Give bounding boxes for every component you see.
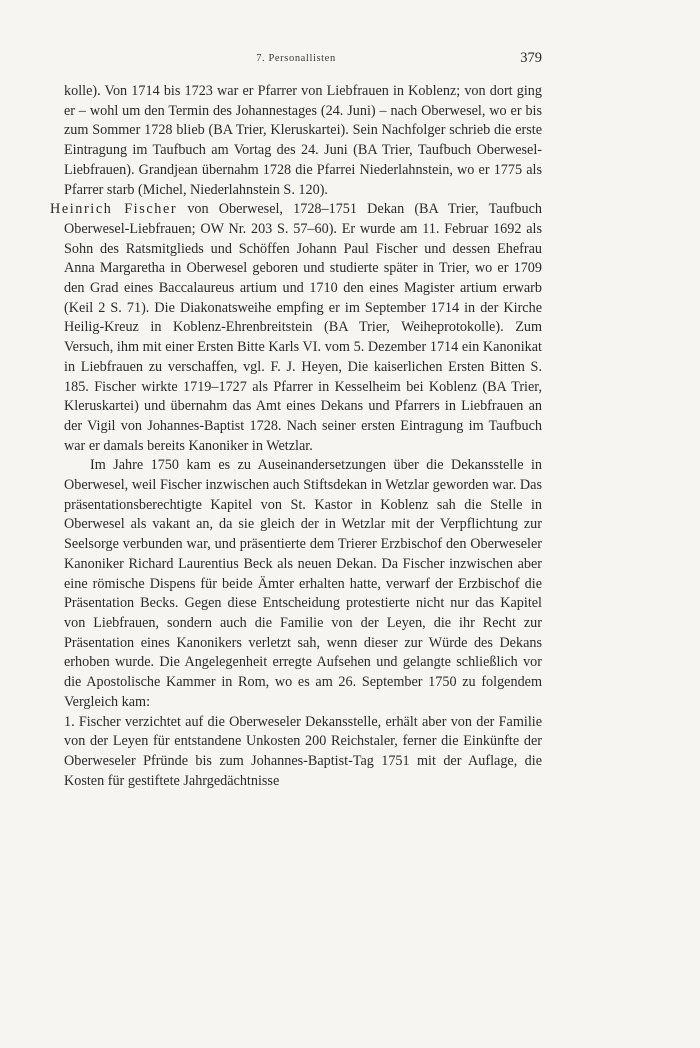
list-item: 1. Fischer verzichtet auf die Oberweseler Dekansstelle, erhält aber von der Familie von der Leyen für entstandene Unkosten 200 Reichstaler, ferner die Einkünfte der Oberweseler Pfründe bis zum Johannes-Baptist-Tag 1751 mit der Auflage, die Kosten für gestiftete Jahrgedächtnisse (64, 713, 542, 789)
page-number: 379 (520, 50, 542, 66)
entry-text: von Oberwesel, 1728–1751 Dekan (BA Trier, Taufbuch Oberwesel-Liebfrauen; OW Nr. 203 S. 57–60). Er wurde am 11. Februar 1692 als Sohn des Ratsmitglieds und Schöffen Johann Paul Fischer und dessen Ehefrau Anna Margaretha in Oberwesel geboren und studierte später in Trier, wo er 1709 den Grad eines Baccalaureus artium und 1710 den eines Magister artium erwarb (Keil 2 S. 71). Die Diakonatsweihe empfing er im September 1714 in der Kirche Heilig-Kreuz in Koblenz-Ehrenbreitstein (BA Trier, Weiheprotokolle). Zum Versuch, ihm mit einer Ersten Bitte Karls VI. vom 5. Dezember 1714 ein Kanonikat in Liebfrauen zu verschaffen, vgl. F. J. Heyen, Die kaiserlichen Ersten Bitten S. 185. Fischer wirkte 1719–1727 als Pfarrer in Kesselheim bei Koblenz (BA Trier, Kleruskartei) und übernahm das Amt eines Dekans und Pfarrers in Liebfrauen an der Vigil von Johannes-Baptist 1728. Nach seiner ersten Eintragung im Taufbuch war er damals bereits Kanoniker in Wetzlar. (64, 201, 542, 454)
entry-heinrich-fischer (50, 200, 542, 456)
running-head: 7. Personallisten (256, 53, 336, 64)
page-header (50, 50, 542, 70)
paragraph: Im Jahre 1750 kam es zu Auseinandersetzungen über die Dekansstelle in Oberwesel, weil Fischer inzwischen auch Stiftsdekan in Wetzlar geworden war. Das präsentationsberechtigte Kapitel von St. Kastor in Koblenz sah die Stelle in Oberwesel als vakant an, da sie gleich der in Wetzlar mit der Verpflichtung zur Seelsorge verbunden war, und präsentierte dem Trierer Erzbischof den Oberweseler Kanoniker Richard Laurentius Beck als neuen Dekan. Da Fischer inzwischen aber eine römische Dispens für beide Ämter erhalten hatte, verwarf der Erzbischof die Präsentation Becks. Gegen diese Entscheidung protestierte nicht nur das Kapitel von Liebfrauen, sondern auch die Familie von der Leyen, die ihr Recht zur Präsentation eines Kanonikers verletzt sah, wenn dieser zur Würde des Dekans erhoben wurde. Die Angelegenheit erregte Aufsehen und gelangte schließlich vor die Apostolische Kammer in Rom, wo es am 26. September 1750 zu folgendem Vergleich kam: (64, 457, 542, 710)
entry-name: Heinrich Fischer (50, 201, 178, 218)
paragraph-continuation: kolle). Von 1714 bis 1723 war er Pfarrer von Liebfrauen in Koblenz; von dort ging er – wohl um den Termin des Johannestages (24. Juni) – nach Oberwesel, wo er bis zum Sommer 1728 blieb (BA Trier, Kleruskartei). Sein Nachfolger schrieb die erste Eintragung im Taufbuch am Vortag des 24. Juni (BA Trier, Taufbuch Oberwesel-Liebfrauen). Grandjean übernahm 1728 die Pfarrei Niederlahnstein, wo er 1775 als Pfarrer starb (Michel, Niederlahnstein S. 120). (64, 83, 542, 198)
body-text (50, 82, 542, 791)
